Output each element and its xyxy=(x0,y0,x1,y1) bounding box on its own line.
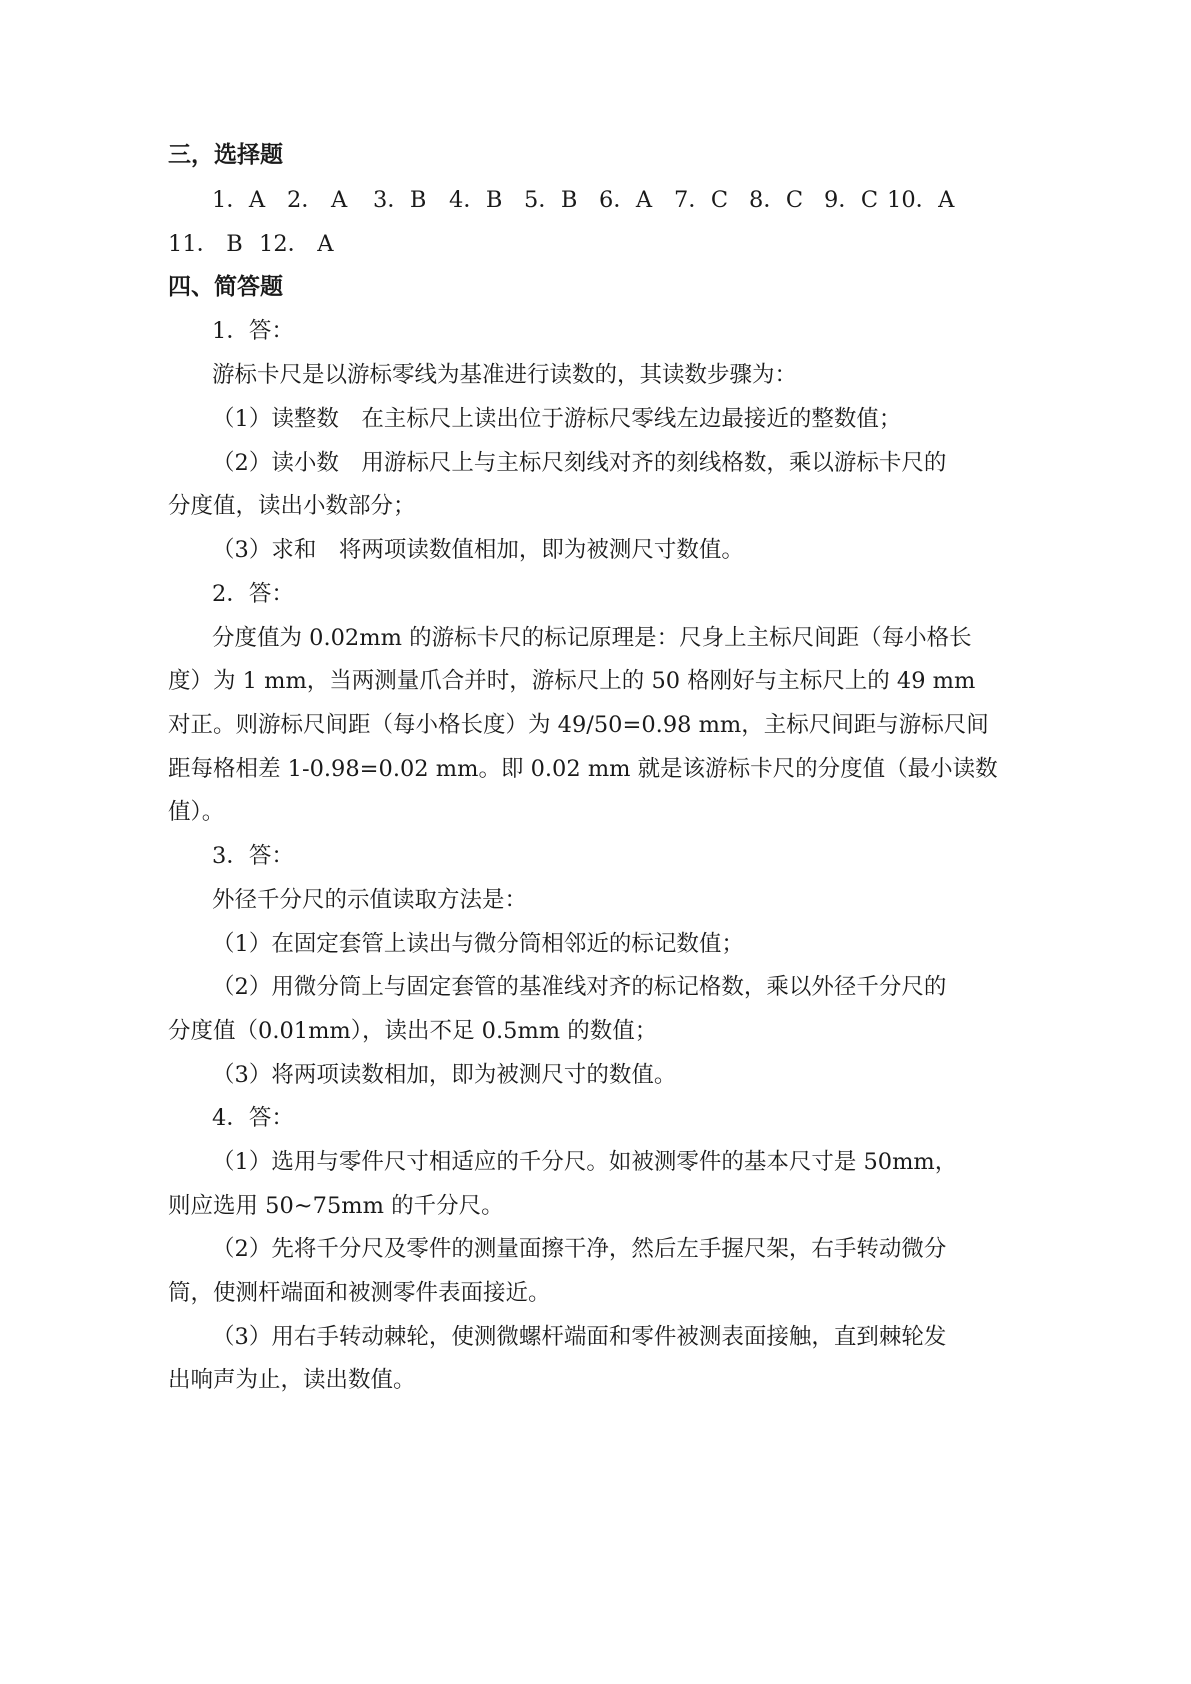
q3-step-2-cont: 分度值（0.01mm），读出不足 0.5mm 的数值； xyxy=(168,1018,658,1044)
q2-label: 2．答： xyxy=(212,581,294,607)
q1-step-3: （3）求和 将两项读数值相加，即为被测尺寸数值。 xyxy=(212,537,744,563)
q1-label: 1．答： xyxy=(212,318,294,344)
q2-line-3: 对正。则游标尺间距（每小格长度）为 49/50=0.98 mm，主标尺间距与游标尺间 xyxy=(168,712,989,738)
answer-6: 6．A xyxy=(599,187,653,213)
q1-step-1: （1）读整数 在主标尺上读出位于游标尺零线左边最接近的整数值； xyxy=(212,406,902,432)
q3-label: 3．答： xyxy=(212,843,294,869)
q4-step-3: （3）用右手转动棘轮，使测微螺杆端面和零件被测表面接触，直到棘轮发 xyxy=(212,1324,947,1350)
q4-step-1: （1）选用与零件尺寸相适应的千分尺。如被测零件的基本尺寸是 50mm， xyxy=(212,1149,958,1175)
section-title-choice: 三，选择题 xyxy=(168,142,283,168)
choice-answers-row-1 xyxy=(0,185,1191,215)
answer-7: 7．C xyxy=(674,187,729,213)
q3-step-2: （2）用微分筒上与固定套管的基准线对齐的标记格数，乘以外径千分尺的 xyxy=(212,974,947,1000)
q2-line-2: 度）为 1 mm，当两测量爪合并时，游标尺上的 50 格刚好与主标尺上的 49 mm xyxy=(168,668,976,694)
answer-9: 9．C xyxy=(824,187,879,213)
answer-11: 11． B xyxy=(168,231,243,257)
answer-1: 1．A xyxy=(212,187,266,213)
answer-2: 2． A xyxy=(287,187,348,213)
q4-label: 4．答： xyxy=(212,1105,294,1131)
answer-3: 3．B xyxy=(373,187,427,213)
q3-step-3: （3）将两项读数相加，即为被测尺寸的数值。 xyxy=(212,1062,677,1088)
q4-step-1-cont: 则应选用 50~75mm 的千分尺。 xyxy=(168,1193,504,1219)
answer-4: 4．B xyxy=(449,187,503,213)
answer-5: 5．B xyxy=(524,187,578,213)
q1-intro: 游标卡尺是以游标零线为基准进行读数的，其读数步骤为： xyxy=(212,362,798,388)
choice-answers-row-2 xyxy=(0,229,1191,259)
q3-step-1: （1）在固定套管上读出与微分筒相邻近的标记数值； xyxy=(212,931,744,957)
q2-line-5: 值）。 xyxy=(168,799,225,825)
q4-step-2-cont: 筒，使测杆端面和被测零件表面接近。 xyxy=(168,1280,551,1306)
q2-line-4: 距每格相差 1-0.98=0.02 mm。即 0.02 mm 就是该游标卡尺的分度值（最小读数 xyxy=(168,756,998,782)
answer-10: 10．A xyxy=(887,187,955,213)
q3-intro: 外径千分尺的示值读取方法是： xyxy=(212,887,528,913)
answer-12: 12． A xyxy=(259,231,334,257)
q2-line-1: 分度值为 0.02mm 的游标卡尺的标记原理是：尺身上主标尺间距（每小格长 xyxy=(212,625,972,651)
q4-step-3-cont: 出响声为止，读出数值。 xyxy=(168,1367,416,1393)
q1-step-2: （2）读小数 用游标尺上与主标尺刻线对齐的刻线格数，乘以游标卡尺的 xyxy=(212,450,947,476)
section-title-short: 四、简答题 xyxy=(168,274,283,300)
answer-8: 8．C xyxy=(749,187,804,213)
q4-step-2: （2）先将千分尺及零件的测量面擦干净，然后左手握尺架，右手转动微分 xyxy=(212,1236,947,1262)
q1-step-2-cont: 分度值，读出小数部分； xyxy=(168,493,416,519)
